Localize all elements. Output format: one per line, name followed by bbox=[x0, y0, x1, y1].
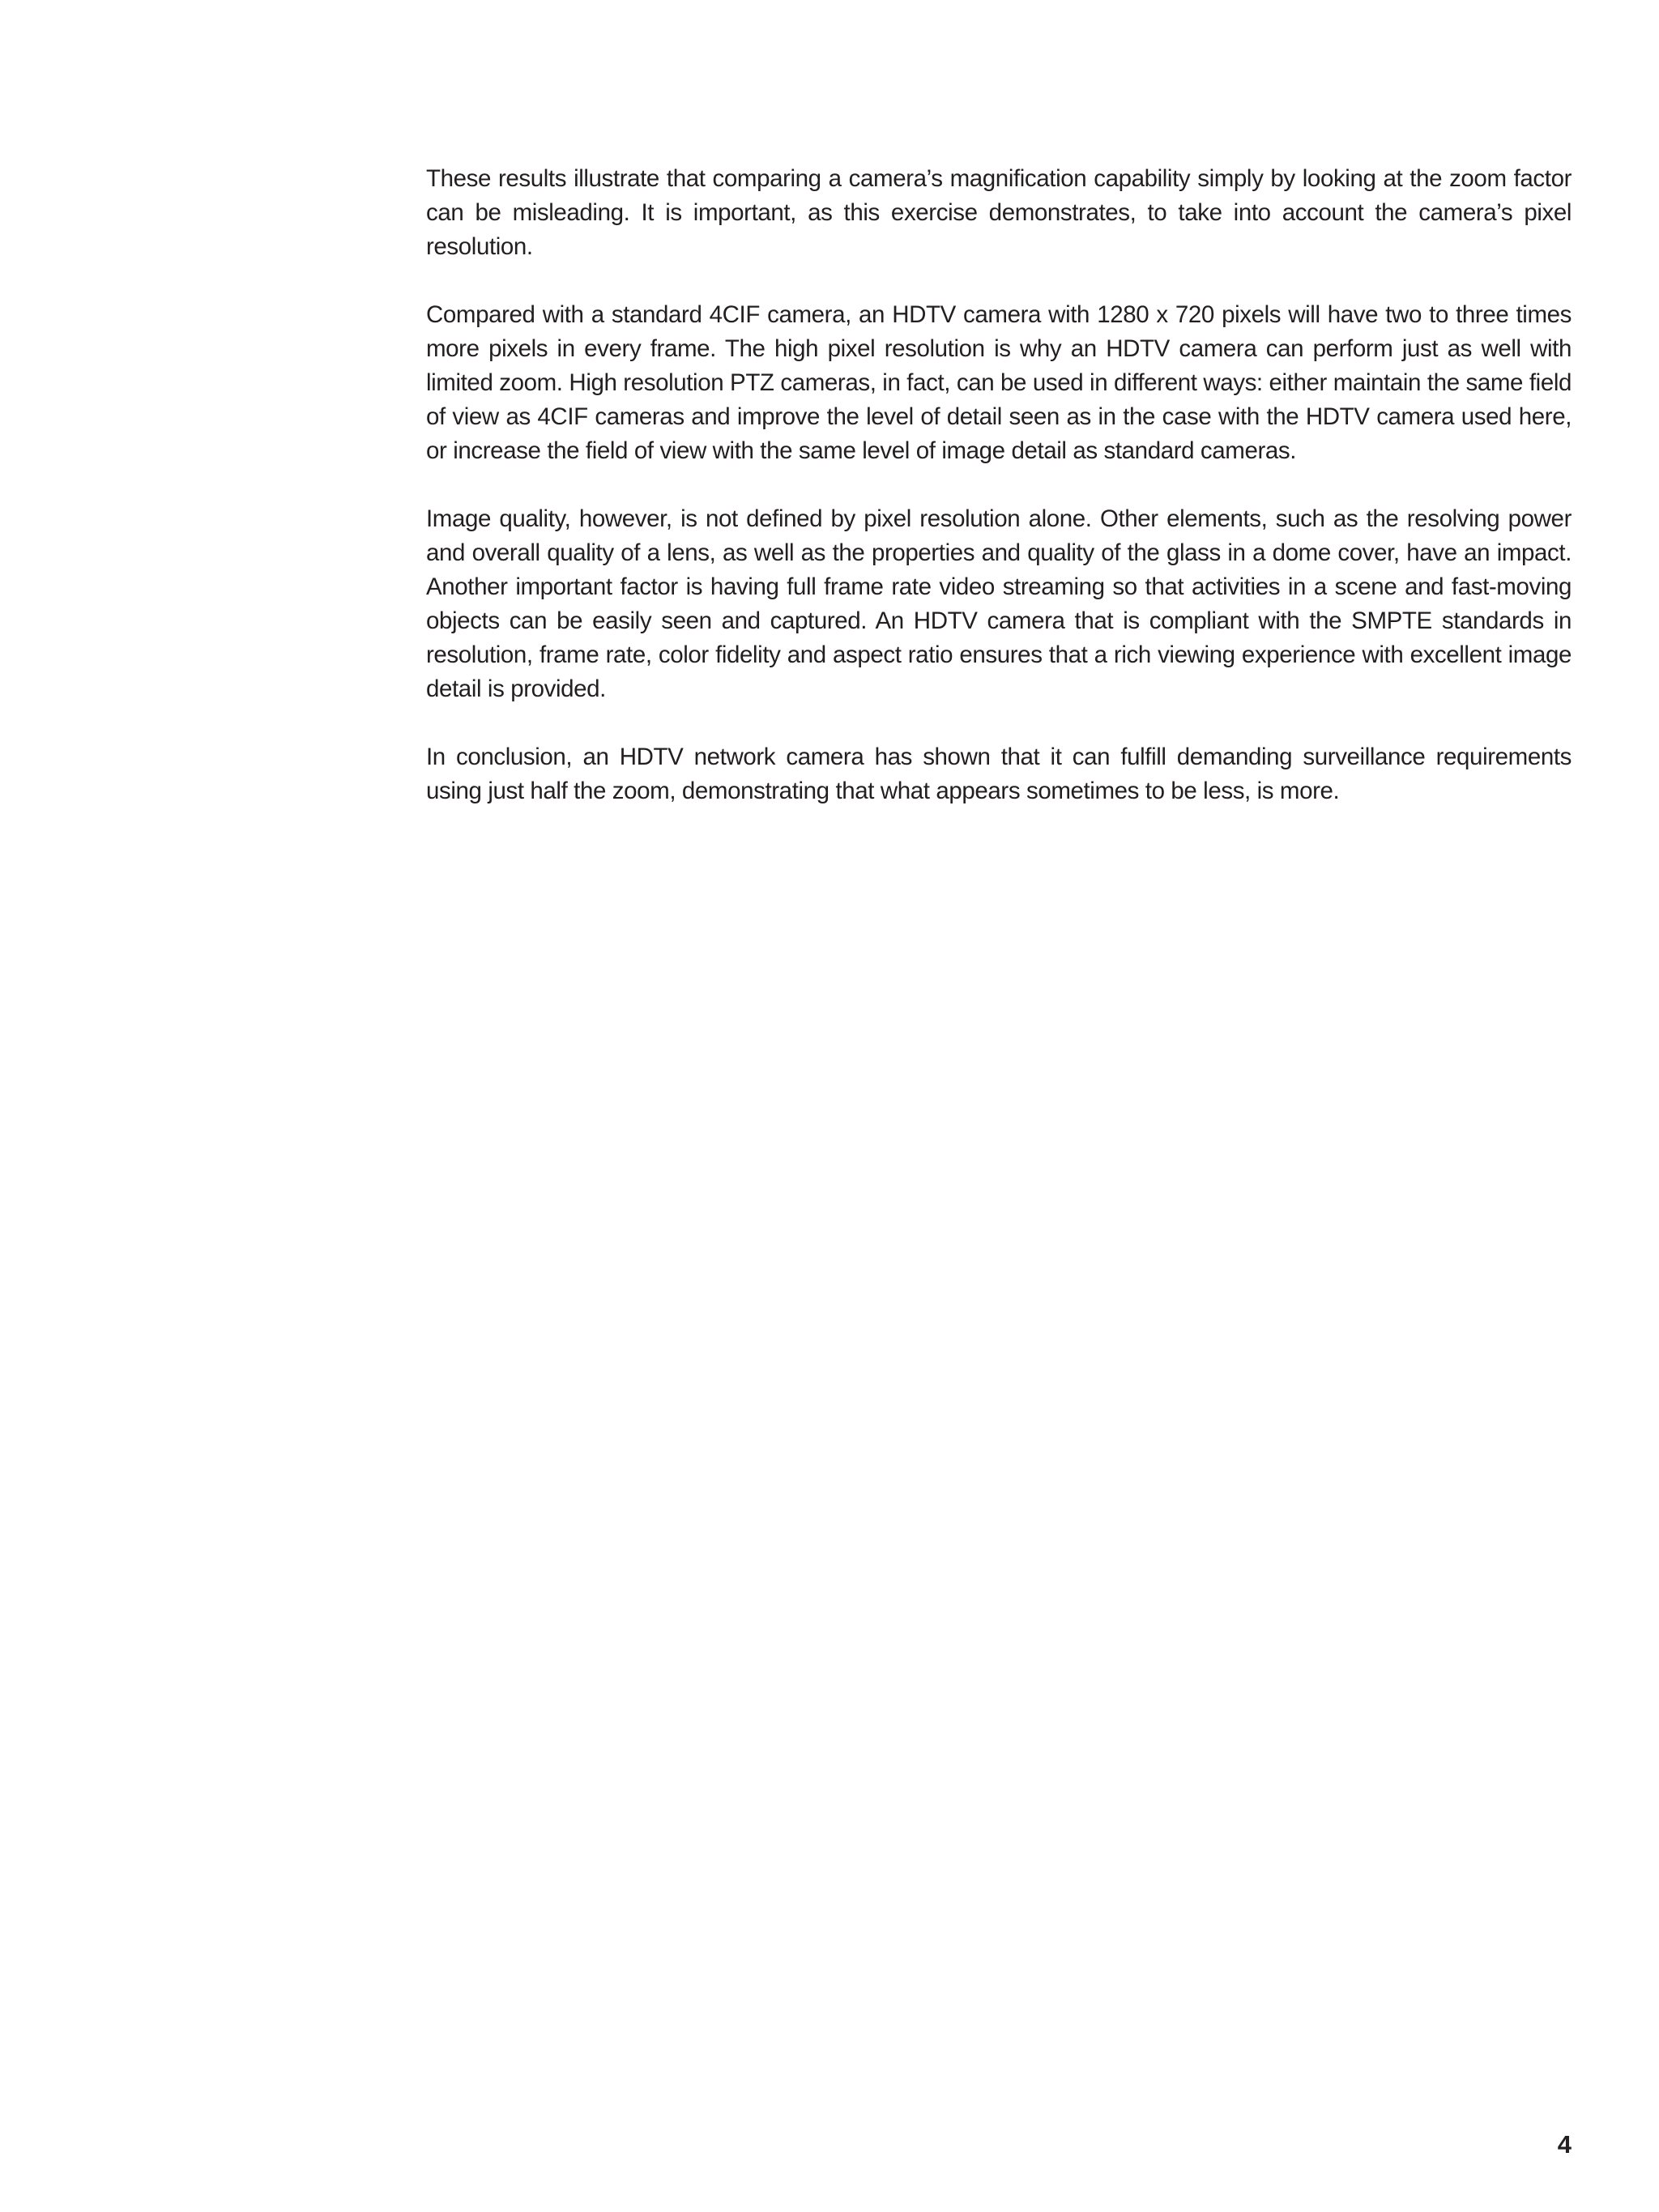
body-text bbox=[426, 162, 1572, 842]
paragraph-4: In conclusion, an HDTV network camera has shown that it can fulfill demanding surveillance requirements using just half the zoom, demonstrating that what appears sometimes to be less, is more. bbox=[426, 744, 1572, 804]
paragraph-3: Image quality, however, is not defined by pixel resolution alone. Other elements, such as the resolving power and overall quality of a lens, as well as the properties and quality of the glass in a dome cover, have an impact. Another important factor is having full frame rate video streaming so that activities in a scene and fast-moving objects can be easily seen and captured. An HDTV camera that is compliant with the SMPTE standards in resolution, frame rate, color fidelity and aspect ratio ensures that a rich viewing experience with excellent image detail is provided. bbox=[426, 505, 1572, 702]
paragraph-1: These results illustrate that comparing a camera’s magnification capability simply by looking at the zoom factor can be misleading. It is important, as this exercise demonstrates, to take into account the camera’s pixel resolution. bbox=[426, 165, 1572, 260]
page-number: 4 bbox=[1557, 2130, 1572, 2159]
paragraph-2: Compared with a standard 4CIF camera, an HDTV camera with 1280 x 720 pixels will have two to three times more pixels in every frame. The high pixel resolution is why an HDTV camera can perform just as well with limited zoom. High resolution PTZ cameras, in fact, can be used in different ways: either maintain the same field of view as 4CIF cameras and improve the level of detail seen as in the case with the HDTV camera used here, or increase the field of view with the same level of image detail as standard cameras. bbox=[426, 301, 1572, 464]
